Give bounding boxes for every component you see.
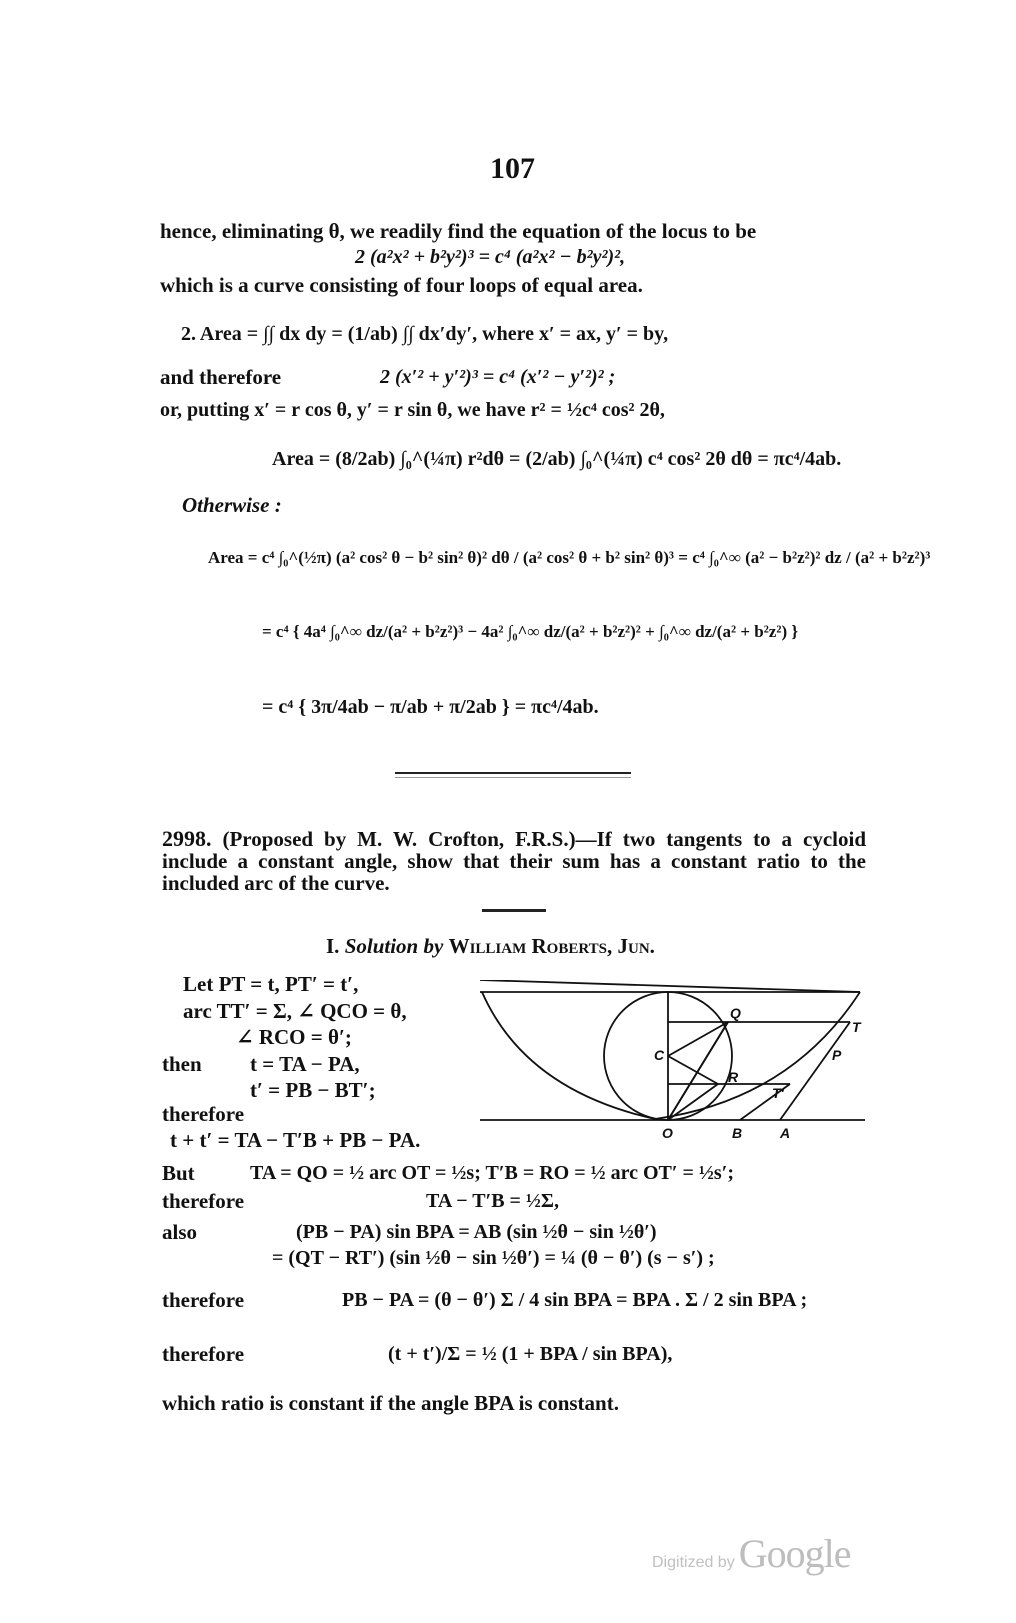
label-t: T (852, 1019, 861, 1035)
also-label: also (162, 1220, 198, 1244)
solution-heading (326, 934, 655, 958)
also-equation-1: (PB − PA) sin BPA = AB (sin ½θ − sin ½θ′) (296, 1221, 657, 1243)
solution-line-sum: t + t′ = TA − T′B + PB − PA. (170, 1128, 421, 1152)
also-equation-2: = (QT − RT′) (sin ½θ − sin ½θ′) = ¼ (θ − θ′) (s − s′) ; (272, 1247, 715, 1269)
page-number: 107 (490, 152, 535, 185)
label-b: B (732, 1125, 743, 1140)
otherwise-line3: = c⁴ { 3π/4ab − π/ab + π/2ab } = πc⁴/4ab. (262, 696, 599, 718)
section-divider (395, 772, 631, 774)
tangent-ta (780, 1022, 850, 1120)
solution-line-let: Let PT = t, PT′ = t′, (183, 972, 359, 996)
ratio-equation: (t + t′)/Σ = ½ (1 + BPA / sin BPA), (388, 1343, 673, 1365)
therefore-label-4: therefore (162, 1342, 245, 1366)
label-c: C (654, 1047, 665, 1063)
solution-heading-number: I. (326, 934, 340, 958)
part2-therefore-label: and therefore (160, 365, 282, 389)
solution-line-t-prime: t′ = PB − BT′; (250, 1078, 376, 1102)
locus-intro: hence, eliminating θ, we readily find the equation of the locus to be (160, 219, 757, 243)
top-line (480, 980, 860, 992)
pb-pa-equation: PB − PA = (θ − θ′) Σ / 4 sin BPA = BPA . Σ / 2 sin BPA ; (342, 1289, 808, 1311)
label-t-prime: T′ (772, 1085, 784, 1101)
locus-equation: 2 (a²x² + b²y²)³ = c⁴ (a²x² − b²y²)², (355, 246, 626, 268)
solution-line-t: t = TA − PA, (250, 1052, 360, 1076)
chord-q-o (668, 1022, 728, 1120)
then-label: then (162, 1052, 202, 1076)
watermark-digitized: Digitized by (652, 1554, 735, 1571)
radius-cq (668, 1022, 728, 1056)
solution-line-arc: arc TT′ = Σ, ∠ QCO = θ, (183, 999, 407, 1023)
cycloid-curve (482, 992, 860, 1119)
cycloid-diagram (470, 980, 870, 1140)
solution-author: William Roberts, Jun. (448, 934, 655, 958)
otherwise-line1: Area = c⁴ ∫₀^(½π) (a² cos² θ − b² sin² θ)² dθ / (a² cos² θ + b² sin² θ)³ = c⁴ ∫₀^∞ (a² − b²z²)² dz / (a² + b²z²)³ (208, 548, 931, 567)
problem-number: 2998. (162, 826, 212, 851)
short-divider (482, 909, 546, 912)
but-equation: TA = QO = ½ arc OT = ½s; T′B = RO = ½ arc OT′ = ½s′; (250, 1162, 734, 1184)
watermark-logo: Google (738, 1531, 851, 1576)
locus-conclusion: which is a curve consisting of four loops of equal area. (160, 273, 643, 297)
otherwise-label: Otherwise : (182, 493, 282, 517)
label-q: Q (730, 1005, 741, 1021)
label-a: A (780, 1125, 791, 1140)
google-watermark (652, 1530, 850, 1577)
therefore-label-1: therefore (162, 1102, 245, 1126)
part2-putting: or, putting x′ = r cos θ, y′ = r sin θ, we have r² = ½c⁴ cos² 2θ, (160, 399, 665, 421)
part2-area-result: Area = (8/2ab) ∫₀^(¼π) r²dθ = (2/ab) ∫₀^(¼π) c⁴ cos² 2θ dθ = πc⁴/4ab. (272, 448, 842, 470)
therefore-label-2: therefore (162, 1189, 245, 1213)
therefore-label-3: therefore (162, 1288, 245, 1312)
sigma-equation: TA − T′B = ½Σ, (426, 1190, 560, 1212)
part2-area-equation: 2. Area = ∫∫ dx dy = (1/ab) ∫∫ dx′dy′, where x′ = ax, y′ = by, (181, 323, 669, 345)
label-o: O (662, 1125, 673, 1140)
part2-therefore-equation: 2 (x′² + y′²)³ = c⁴ (x′² − y′²)² ; (380, 366, 616, 388)
solution-conclusion: which ratio is constant if the angle BPA is constant. (162, 1391, 619, 1415)
section-divider-thin (395, 777, 631, 778)
solution-heading-label: Solution by (344, 934, 444, 958)
otherwise-line2: = c⁴ { 4a⁴ ∫₀^∞ dz/(a² + b²z²)³ − 4a² ∫₀^∞ dz/(a² + b²z²)² + ∫₀^∞ dz/(a² + b²z²) } (262, 622, 799, 641)
problem-text: (Proposed by M. W. Crofton, F.R.S.)—If two tangents to a cycloid include a constant angle, show that their sum has a constant ratio to the included arc of the curve. (162, 827, 867, 895)
but-label: But (162, 1161, 195, 1185)
problem-statement (162, 828, 866, 894)
label-r: R (728, 1069, 739, 1085)
solution-line-rco: ∠ RCO = θ′; (236, 1025, 352, 1049)
label-p: P (832, 1047, 842, 1063)
